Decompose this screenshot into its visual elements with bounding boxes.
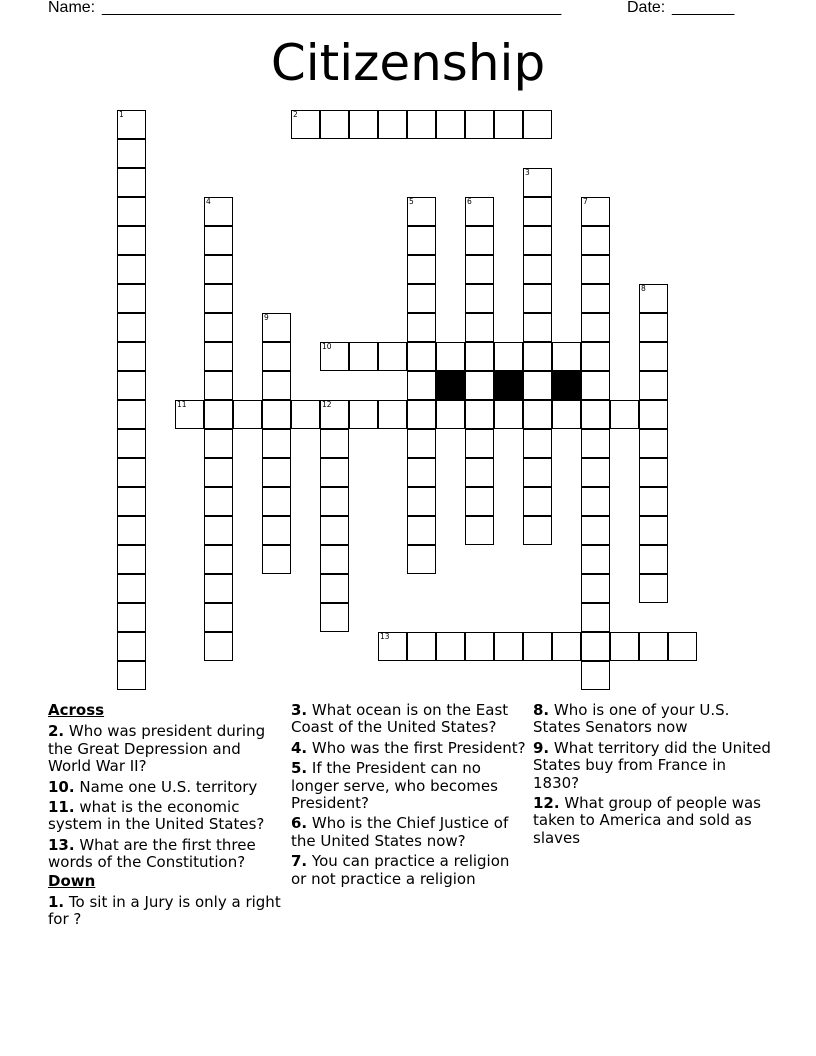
grid-cell[interactable]: [378, 342, 407, 371]
grid-cell[interactable]: [610, 632, 639, 661]
grid-cell[interactable]: [204, 574, 233, 603]
clue-text: If the President can no longer serve, who becomes President?: [291, 759, 498, 813]
grid-cell[interactable]: [117, 429, 146, 458]
clue-number: 8.: [533, 701, 550, 719]
grid-cell[interactable]: [581, 429, 610, 458]
grid-cell[interactable]: [204, 458, 233, 487]
clue-text: What territory did the United States buy from France in 1830?: [533, 738, 771, 792]
clue-number: 4.: [291, 738, 308, 757]
clue-number-label: 4: [206, 197, 211, 206]
clue-down-3: [291, 702, 529, 737]
grid-cell[interactable]: [494, 632, 523, 661]
clue-number-label: 2: [293, 110, 298, 119]
grid-cell[interactable]: [262, 545, 291, 574]
grid-cell[interactable]: [204, 371, 233, 400]
clue-down-1: [48, 894, 286, 929]
grid-cell[interactable]: [291, 400, 320, 429]
grid-cell[interactable]: [407, 429, 436, 458]
grid-cell[interactable]: [407, 632, 436, 661]
grid-cell[interactable]: [117, 400, 146, 429]
grid-cell[interactable]: [407, 342, 436, 371]
grid-cell[interactable]: [204, 429, 233, 458]
grid-cell[interactable]: [639, 632, 668, 661]
grid-cell[interactable]: [639, 516, 668, 545]
grid-cell[interactable]: [262, 342, 291, 371]
clue-across-10: [48, 779, 286, 796]
grid-cell[interactable]: [465, 110, 494, 139]
clue-text: Who was president during the Great Depression and World War II?: [48, 722, 266, 776]
grid-cell[interactable]: [581, 574, 610, 603]
grid-cell[interactable]: [349, 342, 378, 371]
grid-cell-blocked: [494, 371, 523, 400]
clue-number: 7.: [291, 852, 308, 871]
grid-cell[interactable]: [378, 400, 407, 429]
grid-cell[interactable]: [407, 516, 436, 545]
grid-cell[interactable]: [117, 226, 146, 255]
grid-cell[interactable]: [349, 400, 378, 429]
name-label: Name:: [48, 0, 96, 16]
grid-cell[interactable]: [407, 458, 436, 487]
clue-number-label: 11: [177, 400, 187, 409]
grid-cell[interactable]: [465, 516, 494, 545]
grid-cell[interactable]: [581, 400, 610, 429]
grid-cell[interactable]: [320, 545, 349, 574]
grid-cell[interactable]: [523, 487, 552, 516]
grid-cell[interactable]: [465, 632, 494, 661]
grid-cell[interactable]: [262, 458, 291, 487]
grid-cell[interactable]: [117, 661, 146, 690]
grid-cell[interactable]: [407, 545, 436, 574]
clue-number: 6.: [291, 814, 308, 833]
grid-cell[interactable]: [639, 487, 668, 516]
clue-text: To sit in a Jury is only a right for ?: [48, 893, 281, 929]
grid-cell[interactable]: [117, 574, 146, 603]
grid-cell[interactable]: [552, 632, 581, 661]
clue-number: 1.: [48, 893, 65, 912]
grid-cell[interactable]: [465, 429, 494, 458]
grid-cell[interactable]: [117, 603, 146, 632]
grid-cell[interactable]: [117, 284, 146, 313]
name-line[interactable]: ______________________________________________________: [102, 0, 561, 16]
grid-cell[interactable]: [581, 226, 610, 255]
grid-cell[interactable]: [117, 139, 146, 168]
grid-cell[interactable]: [639, 458, 668, 487]
clue-across-11: [48, 799, 286, 834]
grid-cell[interactable]: [320, 574, 349, 603]
grid-cell[interactable]: [407, 371, 436, 400]
grid-cell[interactable]: [320, 458, 349, 487]
down-heading: Down: [48, 871, 96, 890]
grid-cell[interactable]: [465, 255, 494, 284]
grid-cell[interactable]: [262, 516, 291, 545]
grid-cell[interactable]: [204, 545, 233, 574]
grid-cell[interactable]: [552, 342, 581, 371]
grid-cell[interactable]: [407, 313, 436, 342]
grid-cell[interactable]: [436, 400, 465, 429]
clue-number-label: 8: [641, 284, 646, 293]
grid-cell[interactable]: [581, 284, 610, 313]
grid-cell[interactable]: [581, 487, 610, 516]
grid-cell[interactable]: [407, 226, 436, 255]
grid-cell[interactable]: [320, 429, 349, 458]
grid-cell[interactable]: [204, 313, 233, 342]
grid-cell[interactable]: [204, 487, 233, 516]
clue-number: 12.: [533, 794, 560, 813]
clue-number: 2.: [48, 722, 65, 741]
grid-cell[interactable]: [639, 429, 668, 458]
grid-cell[interactable]: [523, 429, 552, 458]
grid-cell[interactable]: [523, 197, 552, 226]
grid-cell[interactable]: [610, 400, 639, 429]
grid-cell[interactable]: [204, 342, 233, 371]
grid-cell[interactable]: [436, 110, 465, 139]
grid-cell[interactable]: [581, 458, 610, 487]
grid-cell[interactable]: [581, 255, 610, 284]
grid-cell[interactable]: [465, 342, 494, 371]
clue-text: Who was the first President?: [307, 738, 526, 757]
grid-cell[interactable]: [117, 168, 146, 197]
grid-cell[interactable]: [523, 632, 552, 661]
grid-cell[interactable]: [523, 342, 552, 371]
grid-cell[interactable]: [581, 603, 610, 632]
grid-cell[interactable]: [407, 284, 436, 313]
clue-number-label: 13: [380, 632, 390, 641]
page-title: Citizenship: [270, 34, 546, 92]
grid-cell[interactable]: [117, 632, 146, 661]
grid-cell[interactable]: [117, 371, 146, 400]
clue-number: 13.: [48, 835, 75, 854]
grid-cell[interactable]: [204, 603, 233, 632]
clue-text: What group of people was taken to America and sold as slaves: [533, 794, 761, 847]
grid-cell[interactable]: [639, 342, 668, 371]
clue-down-4: [291, 740, 529, 757]
grid-cell[interactable]: [436, 632, 465, 661]
grid-cell-blocked: [552, 371, 581, 400]
grid-cell[interactable]: [639, 313, 668, 342]
clue-down-12: [533, 795, 771, 847]
grid-cell[interactable]: [581, 342, 610, 371]
clue-column-1: [48, 702, 286, 932]
grid-cell[interactable]: [117, 197, 146, 226]
clue-down-6: [291, 815, 529, 850]
grid-cell[interactable]: [523, 110, 552, 139]
clue-down-7: [291, 853, 529, 888]
grid-cell[interactable]: [117, 516, 146, 545]
grid-cell[interactable]: [436, 342, 465, 371]
grid-cell[interactable]: [523, 516, 552, 545]
clue-down-8: [533, 702, 771, 737]
grid-cell[interactable]: [320, 516, 349, 545]
grid-cell[interactable]: [465, 371, 494, 400]
clue-number-label: 3: [525, 168, 530, 177]
grid-cell[interactable]: [117, 342, 146, 371]
grid-cell[interactable]: [378, 110, 407, 139]
grid-cell[interactable]: [668, 632, 697, 661]
clue-number: 5.: [291, 759, 308, 778]
grid-cell[interactable]: [639, 574, 668, 603]
clue-text: Who is the Chief Justice of the United States now?: [291, 814, 509, 850]
grid-cell[interactable]: [204, 226, 233, 255]
grid-cell[interactable]: [320, 603, 349, 632]
grid-cell[interactable]: [320, 487, 349, 516]
grid-cell[interactable]: [407, 110, 436, 139]
clue-number: 11.: [48, 798, 75, 817]
grid-cell[interactable]: [349, 110, 378, 139]
grid-cell[interactable]: [523, 371, 552, 400]
grid-cell[interactable]: [494, 110, 523, 139]
grid-cell[interactable]: [117, 487, 146, 516]
grid-cell[interactable]: [581, 313, 610, 342]
clue-text: what is the economic system in the United States?: [48, 798, 265, 834]
grid-cell[interactable]: [465, 400, 494, 429]
grid-cell[interactable]: [494, 400, 523, 429]
clue-number-label: 5: [409, 197, 414, 206]
grid-cell[interactable]: [552, 400, 581, 429]
grid-cell[interactable]: [204, 516, 233, 545]
grid-cell[interactable]: [465, 487, 494, 516]
clue-text: What are the first three words of the Constitution?: [48, 835, 256, 872]
grid-cell[interactable]: [581, 661, 610, 690]
clue-text: Name one U.S. territory: [74, 777, 258, 796]
grid-cell[interactable]: [523, 226, 552, 255]
grid-cell[interactable]: [407, 255, 436, 284]
date-line[interactable]: _______: [672, 0, 735, 16]
clue-across-2: [48, 723, 286, 775]
grid-cell[interactable]: [320, 110, 349, 139]
grid-cell[interactable]: [117, 255, 146, 284]
grid-cell[interactable]: [117, 458, 146, 487]
clue-number: 3.: [291, 701, 308, 719]
grid-cell[interactable]: [262, 487, 291, 516]
grid-cell[interactable]: [465, 226, 494, 255]
grid-cell[interactable]: [581, 516, 610, 545]
clue-number-label: 10: [322, 342, 332, 351]
clue-number-label: 9: [264, 313, 269, 322]
clue-number: 9.: [533, 738, 550, 757]
grid-cell[interactable]: [262, 429, 291, 458]
clue-column-3: [533, 702, 771, 850]
grid-cell-blocked: [436, 371, 465, 400]
across-heading: Across: [48, 701, 105, 719]
clue-text: What ocean is on the East Coast of the United States?: [291, 701, 509, 737]
across-clue-list: [48, 723, 286, 871]
grid-cell[interactable]: [581, 545, 610, 574]
grid-cell[interactable]: [262, 400, 291, 429]
grid-cell[interactable]: [117, 545, 146, 574]
grid-cell[interactable]: [204, 632, 233, 661]
clue-number-label: 6: [467, 197, 472, 206]
clue-across-13: [48, 837, 286, 872]
grid-cell[interactable]: [523, 255, 552, 284]
grid-cell[interactable]: [465, 313, 494, 342]
clue-down-5: [291, 760, 529, 812]
grid-cell[interactable]: [581, 632, 610, 661]
grid-cell[interactable]: [523, 458, 552, 487]
grid-cell[interactable]: [523, 400, 552, 429]
grid-cell[interactable]: [639, 545, 668, 574]
clue-text: Who is one of your U.S. States Senators now: [533, 701, 730, 737]
clue-column-2: [291, 702, 529, 891]
date-label: Date:: [627, 0, 666, 16]
grid-cell[interactable]: [407, 487, 436, 516]
grid-cell[interactable]: [639, 371, 668, 400]
grid-cell[interactable]: [233, 400, 262, 429]
clue-text: You can practice a religion or not practice a religion: [291, 852, 510, 888]
grid-cell[interactable]: [494, 342, 523, 371]
grid-cell[interactable]: [581, 371, 610, 400]
grid-cell[interactable]: [465, 458, 494, 487]
clue-number-label: 7: [583, 197, 588, 206]
grid-cell[interactable]: [117, 313, 146, 342]
clue-number-label: 12: [322, 400, 332, 409]
grid-cell[interactable]: [465, 284, 494, 313]
grid-cell[interactable]: [639, 400, 668, 429]
grid-cell[interactable]: [407, 400, 436, 429]
grid-cell[interactable]: [204, 400, 233, 429]
grid-cell[interactable]: [204, 255, 233, 284]
clue-number: 10.: [48, 777, 75, 796]
grid-cell[interactable]: [523, 313, 552, 342]
clue-down-9: [533, 740, 771, 792]
grid-cell[interactable]: [262, 371, 291, 400]
grid-cell[interactable]: [523, 284, 552, 313]
grid-cell[interactable]: [204, 284, 233, 313]
clue-number-label: 1: [119, 110, 124, 119]
